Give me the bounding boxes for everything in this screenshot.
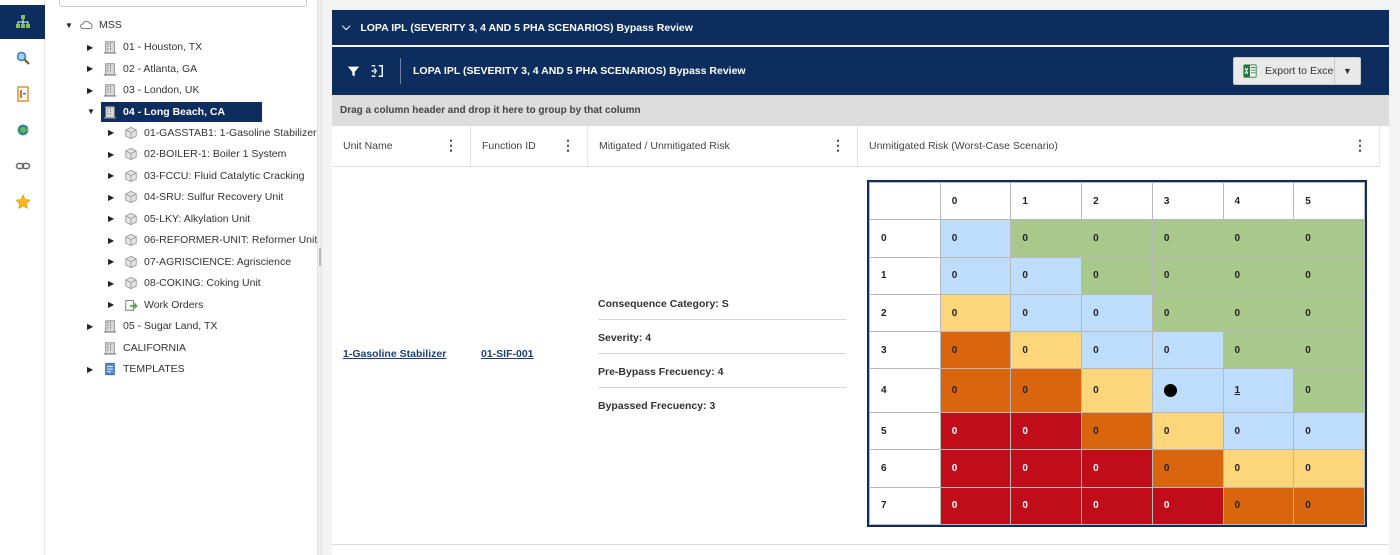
matrix-column-header: 4 <box>1223 183 1294 220</box>
matrix-cell: 0 <box>1294 369 1365 413</box>
toolbar-separator <box>400 58 401 84</box>
tree-node-label: CALIFORNIA <box>123 341 187 354</box>
matrix-cell: 0 <box>1152 257 1223 294</box>
matrix-cell: 0 <box>1011 413 1082 450</box>
tree-node-label: 06-REFORMER-UNIT: Reformer Unit <box>144 234 318 246</box>
tree-node-label: 04 - Long Beach, CA <box>123 105 226 118</box>
column-header-label: Unit Name <box>343 140 393 152</box>
matrix-row-header: 5 <box>870 413 941 450</box>
matrix-cell: 0 <box>1223 487 1294 524</box>
column-chooser-icon[interactable] <box>368 62 386 80</box>
matrix-cell: 0 <box>940 332 1011 369</box>
building-icon <box>103 319 117 333</box>
matrix-cell: 0 <box>940 294 1011 331</box>
matrix-row <box>870 413 1365 450</box>
column-menu-icon[interactable]: ⋮ <box>831 137 845 153</box>
matrix-cell-link[interactable]: 1 <box>1234 385 1241 397</box>
matrix-cell[interactable] <box>1223 369 1294 413</box>
expand-arrow-icon[interactable]: ▶ <box>108 171 115 180</box>
matrix-row-header: 4 <box>870 369 941 413</box>
matrix-row <box>870 332 1365 369</box>
matrix-cell: 0 <box>940 220 1011 257</box>
matrix-row-header: 7 <box>870 487 941 524</box>
matrix-cell: 0 <box>1294 413 1365 450</box>
grid-toolbar <box>332 47 1389 95</box>
tree-node[interactable] <box>108 252 291 272</box>
excel-icon <box>1243 64 1257 78</box>
tree-node[interactable] <box>87 338 186 358</box>
expand-arrow-icon[interactable]: ▶ <box>108 278 115 288</box>
unit-name-link[interactable]: 1-Gasoline Stabilizer <box>343 348 447 360</box>
matrix-row-header: 0 <box>870 220 941 257</box>
tree-node[interactable] <box>87 359 185 379</box>
tree-search-input[interactable] <box>59 0 307 7</box>
unit-icon <box>124 147 138 161</box>
matrix-row <box>870 487 1365 524</box>
splitter-grip[interactable] <box>319 248 321 266</box>
tree-node[interactable] <box>108 295 203 315</box>
expand-arrow-icon[interactable]: ▶ <box>108 192 115 202</box>
matrix-cell: 0 <box>1011 487 1082 524</box>
matrix-cell: 0 <box>1082 413 1153 450</box>
matrix-cell: 0 <box>1223 332 1294 369</box>
matrix-cell: 0 <box>1152 450 1223 487</box>
expand-arrow-icon[interactable]: ▶ <box>108 214 115 223</box>
tree-node-label: 04-SRU: Sulfur Recovery Unit <box>144 191 284 203</box>
tree-node-label: 01-GASSTAB1: 1-Gasoline Stabilizer <box>144 126 317 139</box>
matrix-row-header: 2 <box>870 294 941 331</box>
matrix-cell: 0 <box>1294 487 1365 524</box>
link-icon[interactable] <box>0 149 45 183</box>
expand-arrow-icon[interactable]: ▶ <box>87 42 94 52</box>
matrix-cell: 0 <box>1082 332 1153 369</box>
collapse-arrow-icon[interactable]: ▼ <box>65 20 73 30</box>
expand-arrow-icon[interactable]: ▶ <box>108 128 115 137</box>
matrix-cell: 0 <box>940 487 1011 524</box>
current-risk-marker-icon <box>1164 384 1177 397</box>
refresh-globe-icon[interactable] <box>0 113 45 147</box>
matrix-cell: 0 <box>1152 332 1223 369</box>
matrix-cell: 0 <box>940 369 1011 413</box>
favorites-star-icon[interactable] <box>0 185 45 219</box>
risk-severity: Severity: 4 <box>598 332 846 354</box>
expand-arrow-icon[interactable]: ▶ <box>108 257 115 266</box>
matrix-cell: 0 <box>940 413 1011 450</box>
export-dropdown-caret-icon[interactable]: ▼ <box>1334 58 1360 84</box>
tree-node-label: TEMPLATES <box>123 363 185 375</box>
unit-icon <box>124 276 138 290</box>
unit-icon <box>124 212 138 226</box>
tree-node-label: 05-LKY: Alkylation Unit <box>144 212 251 225</box>
matrix-column-header: 0 <box>940 183 1011 220</box>
matrix-cell: 0 <box>1082 294 1153 331</box>
expand-arrow-icon[interactable]: ▶ <box>108 300 115 309</box>
matrix-column-header: 1 <box>1011 183 1082 220</box>
tree-node[interactable] <box>87 37 202 57</box>
tree-node-label: 08-COKING: Coking Unit <box>144 277 261 289</box>
building-icon <box>103 105 117 119</box>
column-header-label: Function ID <box>482 140 536 152</box>
matrix-column-header: 2 <box>1082 183 1153 220</box>
main-content <box>322 0 1400 555</box>
tree-node-label: 02 - Atlanta, GA <box>123 62 198 75</box>
matrix-cell: 0 <box>1152 220 1223 257</box>
building-icon <box>103 83 117 97</box>
column-header-risk[interactable] <box>588 126 858 167</box>
unit-icon <box>124 126 138 140</box>
tree-node[interactable] <box>108 144 286 164</box>
column-header-label: Unmitigated Risk (Worst-Case Scenario) <box>869 140 1058 152</box>
matrix-cell: 0 <box>1223 450 1294 487</box>
tree-node-label: 05 - Sugar Land, TX <box>123 320 218 332</box>
expand-arrow-icon[interactable]: ▶ <box>108 235 115 245</box>
matrix-header-row <box>870 183 1365 220</box>
matrix-cell: 0 <box>1223 220 1294 257</box>
matrix-row <box>870 294 1365 331</box>
expand-arrow-icon[interactable]: ▶ <box>87 85 94 95</box>
template-icon <box>103 362 117 376</box>
panel-header[interactable] <box>332 10 1389 45</box>
toolbar-title: LOPA IPL (SEVERITY 3, 4 AND 5 PHA SCENARIOS) Bypass Review <box>413 65 746 77</box>
matrix-cell: 0 <box>1152 294 1223 331</box>
matrix-column-header: 5 <box>1294 183 1365 220</box>
export-label: Export to Excel <box>1265 65 1336 77</box>
tree-node[interactable] <box>108 273 261 293</box>
group-hint: Drag a column header and drop it here to group by that column <box>340 105 641 116</box>
matrix-cell: 0 <box>1152 487 1223 524</box>
matrix-cell: 0 <box>1011 369 1082 413</box>
unit-icon <box>124 169 138 183</box>
tree-node[interactable] <box>108 187 283 207</box>
tree-node[interactable] <box>108 230 317 250</box>
building-icon <box>103 62 117 76</box>
matrix-cell: 0 <box>1082 450 1153 487</box>
work-orders-icon <box>124 298 138 312</box>
column-header-unmitigated-risk[interactable] <box>858 126 1380 167</box>
expand-arrow-icon[interactable]: ▶ <box>87 321 94 331</box>
tree-node[interactable] <box>108 123 317 143</box>
expand-arrow-icon[interactable]: ▶ <box>87 364 94 374</box>
search-icon[interactable] <box>0 41 45 75</box>
tree-node[interactable] <box>108 166 304 186</box>
report-panel <box>332 47 1389 555</box>
hierarchy-icon[interactable] <box>0 5 45 39</box>
cloud-icon <box>79 18 93 32</box>
tree-node[interactable] <box>87 102 225 122</box>
tree-node-label: 03-FCCU: Fluid Catalytic Cracking <box>144 169 305 182</box>
tree-node-label: Work Orders <box>144 298 204 311</box>
column-header-label: Mitigated / Unmitigated Risk <box>599 140 730 152</box>
tree-root-label: MSS <box>99 19 122 31</box>
matrix-cell: 0 <box>1011 450 1082 487</box>
matrix-cell: 0 <box>1294 220 1365 257</box>
matrix-cell: 0 <box>1082 369 1153 413</box>
matrix-row <box>870 450 1365 487</box>
matrix-cell: 0 <box>1294 332 1365 369</box>
unit-icon <box>124 233 138 247</box>
tree-root-mss[interactable] <box>65 15 122 35</box>
expand-arrow-icon[interactable]: ▶ <box>87 64 94 73</box>
risk-bypassed-frequency: Bypassed Frecuency: 3 <box>598 400 716 412</box>
column-header-function-id[interactable] <box>471 126 588 167</box>
icon-rail <box>0 0 45 555</box>
tree-node-label: 02-BOILER-1: Boiler 1 System <box>144 148 287 160</box>
matrix-cell <box>1152 369 1223 413</box>
matrix-row-header: 1 <box>870 257 941 294</box>
building-icon <box>103 40 117 54</box>
matrix-row <box>870 257 1365 294</box>
panel-header-title: LOPA IPL (SEVERITY 3, 4 AND 5 PHA SCENARIOS) Bypass Review <box>360 21 693 34</box>
matrix-cell: 0 <box>1223 294 1294 331</box>
risk-consequence-category: Consequence Category: S <box>598 298 846 320</box>
asset-tree-panel <box>45 0 317 555</box>
column-menu-icon[interactable]: ⋮ <box>561 137 575 153</box>
unit-icon <box>124 255 138 269</box>
matrix-cell: 0 <box>1011 220 1082 257</box>
risk-pre-bypass-frequency: Pre-Bypass Frecuency: 4 <box>598 366 846 388</box>
matrix-row-header: 3 <box>870 332 941 369</box>
tree-node[interactable] <box>87 316 217 336</box>
matrix-cell: 0 <box>1294 257 1365 294</box>
matrix-cell: 0 <box>1152 413 1223 450</box>
matrix-cell: 0 <box>1294 450 1365 487</box>
matrix-row <box>870 369 1365 413</box>
function-id-link[interactable]: 01-SIF-001 <box>481 348 534 360</box>
filter-icon[interactable] <box>344 62 362 80</box>
matrix-row <box>870 220 1365 257</box>
matrix-cell: 0 <box>1011 294 1082 331</box>
tree-node-label: 07-AGRISCIENCE: Agriscience <box>144 255 292 268</box>
tree-node-label: 03 - London, UK <box>123 84 200 96</box>
matrix-column-header: 3 <box>1152 183 1223 220</box>
grid-bottom-border <box>332 544 1389 545</box>
matrix-corner-cell <box>870 183 941 220</box>
matrix-cell: 0 <box>1082 257 1153 294</box>
report-icon[interactable] <box>0 77 45 111</box>
tree-node-label: 01 - Houston, TX <box>123 41 203 53</box>
tree-node[interactable] <box>87 59 197 79</box>
chevron-down-icon[interactable]: ⌵ <box>342 21 351 33</box>
matrix-cell: 0 <box>940 450 1011 487</box>
matrix-cell: 0 <box>1011 257 1082 294</box>
group-by-drop-zone[interactable] <box>332 95 1389 126</box>
collapse-arrow-icon[interactable]: ▼ <box>87 107 95 116</box>
matrix-row-header: 6 <box>870 450 941 487</box>
risk-matrix <box>867 180 1367 527</box>
tree-node[interactable] <box>87 80 199 100</box>
expand-arrow-icon[interactable]: ▶ <box>108 149 115 159</box>
column-header-unit-name[interactable] <box>332 126 471 167</box>
unit-icon <box>124 190 138 204</box>
column-menu-icon[interactable]: ⋮ <box>1353 137 1367 153</box>
column-menu-icon[interactable]: ⋮ <box>444 137 458 153</box>
matrix-cell: 0 <box>1223 257 1294 294</box>
matrix-cell: 0 <box>1011 332 1082 369</box>
building-icon <box>103 341 117 355</box>
tree-node[interactable] <box>108 209 250 229</box>
matrix-cell: 0 <box>1223 413 1294 450</box>
matrix-cell: 0 <box>1082 220 1153 257</box>
matrix-cell: 0 <box>940 257 1011 294</box>
matrix-cell: 0 <box>1082 487 1153 524</box>
matrix-cell: 0 <box>1294 294 1365 331</box>
export-to-excel-button[interactable] <box>1233 57 1361 85</box>
